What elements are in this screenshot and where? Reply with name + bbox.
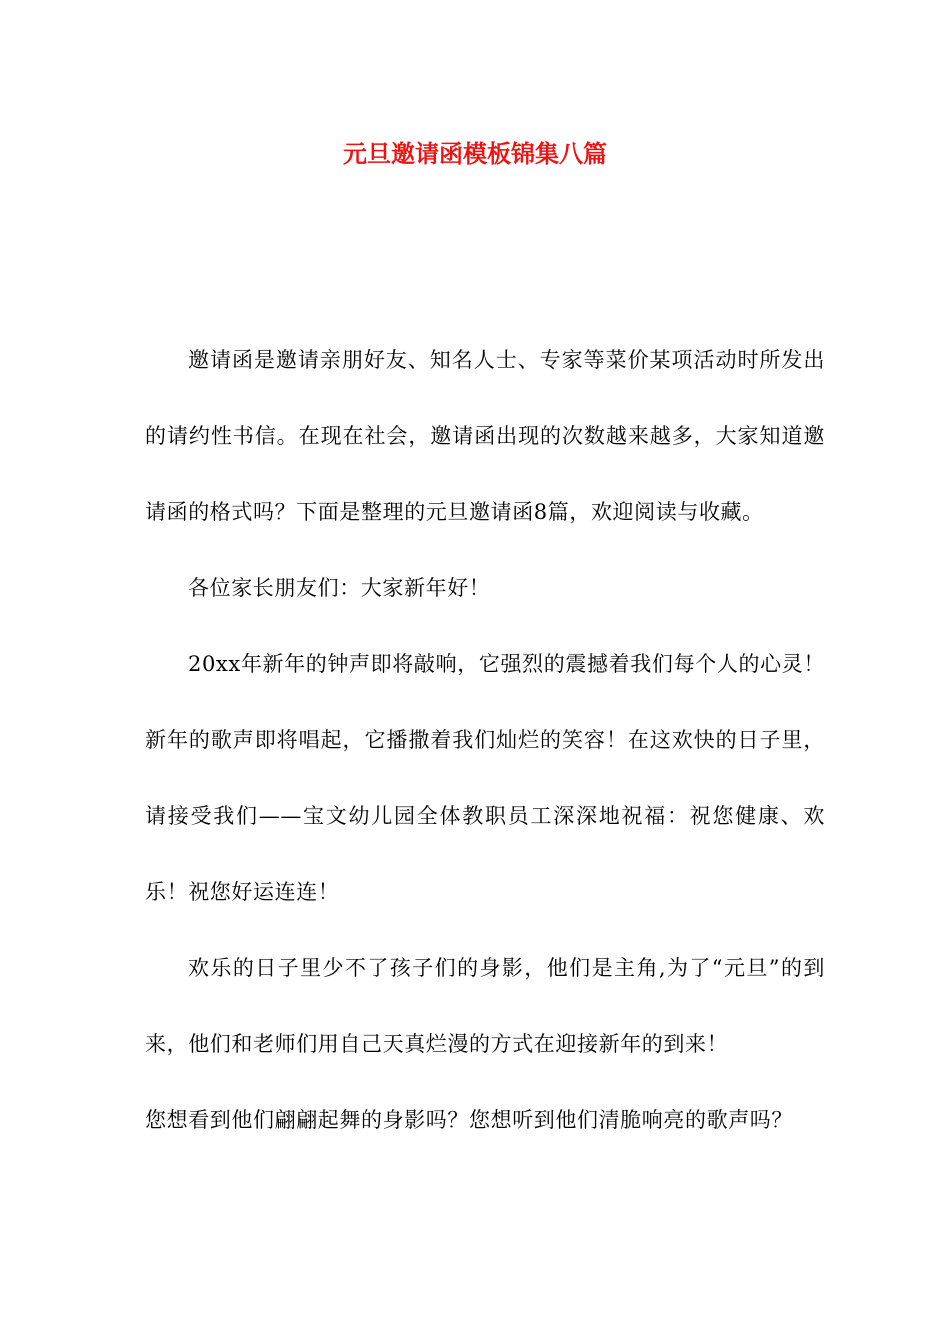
- paragraph-children: 欢乐的日子里少不了孩子们的身影，他们是主角,为了“元旦”的到来，他们和老师们用自己天真烂漫的方式在迎接新年的到来！: [145, 956, 825, 1056]
- document-body: [145, 322, 825, 1158]
- document-title: 元旦邀请函模板锦集八篇: [343, 139, 607, 168]
- paragraph-greeting: 各位家长朋友们：大家新年好！: [188, 576, 491, 600]
- paragraph-question: 您想看到他们翩翩起舞的身影吗？您想听到他们清脆响亮的歌声吗？: [145, 1108, 793, 1132]
- paragraph-intro: 邀请函是邀请亲朋好友、知名人士、专家等菜价某项活动时所发出的请约性书信。在现在社会，邀请函出现的次数越来越多，大家知道邀请函的格式吗？下面是整理的元旦邀请函8篇，欢迎阅读与收藏。: [145, 348, 825, 524]
- paragraph-new-year: 20xx年新年的钟声即将敲响，它强烈的震撼着我们每个人的心灵！新年的歌声即将唱起，它播撒着我们灿烂的笑容！在这欢快的日子里，请接受我们——宝文幼儿园全体教职员工深深地祝福：祝您健康、欢乐！祝您好运连连！: [145, 652, 825, 904]
